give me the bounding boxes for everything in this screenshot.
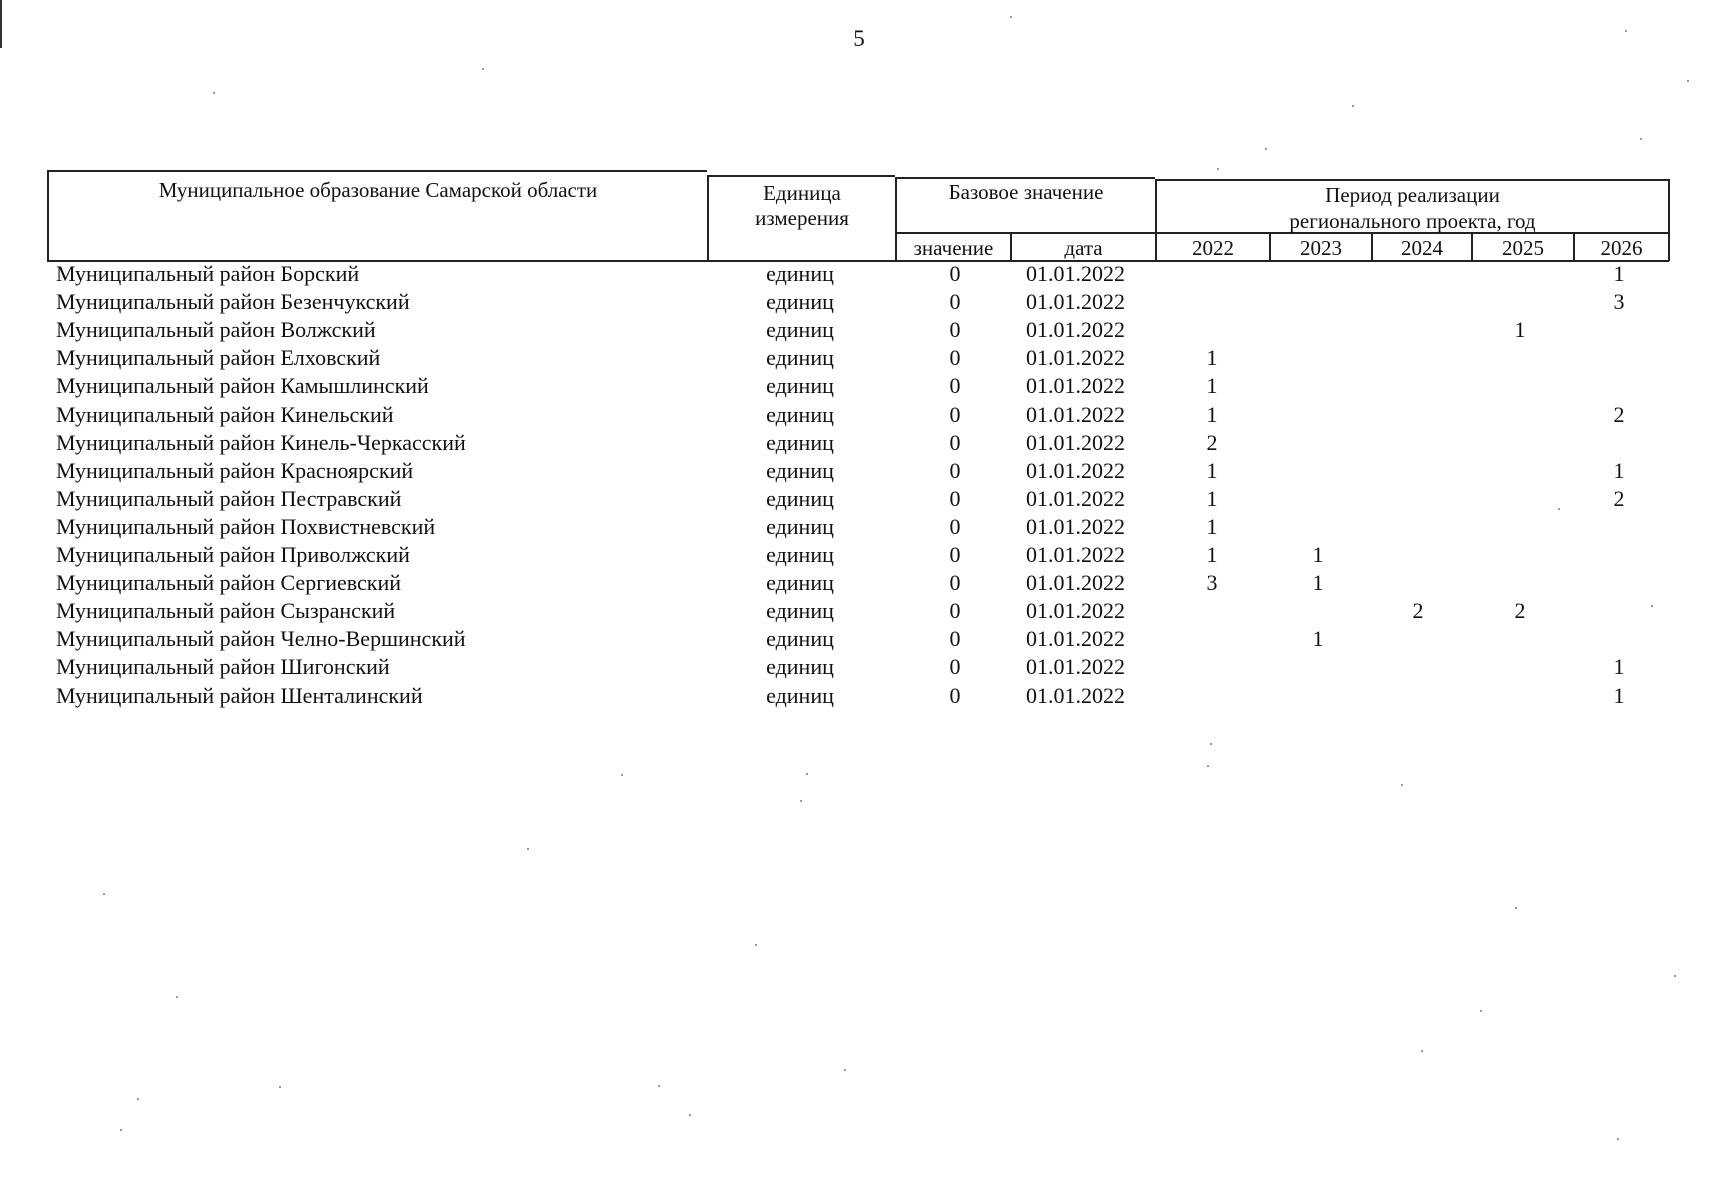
row-base-date: 01.01.2022 [1026,626,1125,652]
row-base-value: 0 [949,485,961,511]
row-municipality-name: Муниципальный район Борский [56,261,360,286]
row-municipality-name: Муниципальный район Елховский [56,345,381,371]
row-unit: единиц [766,542,834,567]
scan-speck [279,1086,281,1088]
row-base-value: 0 [949,289,961,315]
row-municipality-name: Муниципальный район Безенчукский [56,289,410,315]
row-base-date: 01.01.2022 [1026,373,1125,399]
row-base-date: 01.01.2022 [1026,682,1125,708]
row-base-value: 0 [949,429,961,455]
header-year-2026: 2026 [1600,236,1643,260]
row-municipality-name: Муниципальный район Сергиевский [56,570,402,596]
row-base-date: 01.01.2022 [1026,289,1125,315]
row-base-value: 0 [949,513,961,539]
scan-speck [213,92,215,94]
row-base-value: 0 [949,654,961,680]
row-unit: единиц [766,570,834,596]
row-year-value-2025: 1 [1514,317,1526,343]
scan-speck [1558,508,1560,510]
header-vline-right [1668,179,1670,261]
row-base-value: 0 [949,401,961,427]
row-municipality-name: Муниципальный район Похвистневский [56,513,436,539]
row-year-value-2022: 1 [1206,513,1218,539]
row-year-value-2026: 1 [1613,654,1625,680]
row-base-date: 01.01.2022 [1026,542,1125,567]
row-unit: единиц [766,682,834,708]
row-year-value-2022: 1 [1206,345,1218,371]
header-period-line1: Период реализации [1325,183,1500,207]
scan-speck [806,773,808,775]
row-base-value: 0 [949,317,961,343]
header-base-value-date: дата [1064,236,1103,260]
row-municipality-name: Муниципальный район Приволжский [56,542,410,567]
scan-speck [1352,105,1354,107]
row-base-date: 01.01.2022 [1026,598,1125,624]
header-unit-line1: Единица [763,181,841,205]
scan-speck [103,893,105,895]
row-base-value: 0 [949,261,961,286]
scan-speck [527,848,529,850]
row-year-value-2022: 1 [1206,373,1218,399]
row-unit: единиц [766,485,834,511]
row-base-value: 0 [949,457,961,483]
scan-speck [1421,1050,1423,1052]
scan-speck [844,1069,846,1071]
scan-speck [1687,80,1689,82]
row-base-date: 01.01.2022 [1026,570,1125,596]
row-unit: единиц [766,513,834,539]
scan-speck [1617,1138,1619,1140]
row-municipality-name: Муниципальный район Камышлинский [56,373,429,399]
scan-speck [1210,743,1212,745]
scan-speck [689,1114,691,1116]
row-unit: единиц [766,261,834,286]
row-base-value: 0 [949,626,961,652]
row-base-date: 01.01.2022 [1026,429,1125,455]
row-year-value-2022: 2 [1206,429,1218,455]
scan-speck [1265,148,1267,150]
scan-speck [755,944,757,946]
header-base-value-value: значение [913,236,994,260]
header-top-border-unit [707,175,895,177]
row-base-date: 01.01.2022 [1026,345,1125,371]
scan-speck [482,68,484,70]
row-unit: единиц [766,289,834,315]
row-base-date: 01.01.2022 [1026,261,1125,286]
scan-speck [137,1098,139,1100]
scan-speck [1401,784,1403,786]
row-base-date: 01.01.2022 [1026,513,1125,539]
row-unit: единиц [766,626,834,652]
scan-speck [1207,765,1209,767]
scan-speck [1217,168,1219,170]
row-base-value: 0 [949,570,961,596]
row-municipality-name: Муниципальный район Волжский [56,317,376,343]
row-base-value: 0 [949,345,961,371]
row-base-value: 0 [949,542,961,567]
row-base-value: 0 [949,598,961,624]
row-unit: единиц [766,654,834,680]
row-year-value-2024: 2 [1412,598,1424,624]
row-municipality-name: Муниципальный район Шенталинский [56,682,423,708]
scan-speck [176,996,178,998]
row-year-value-2026: 3 [1613,289,1625,315]
scan-speck [1640,138,1642,140]
row-base-value: 0 [949,682,961,708]
row-municipality-name: Муниципальный район Красноярский [56,457,414,483]
row-municipality-name: Муниципальный район Шигонский [56,654,390,680]
header-top-border-left [47,170,707,172]
row-year-value-2026: 1 [1613,261,1625,286]
row-municipality-name: Муниципальный район Сызранский [56,598,396,624]
scan-speck [658,1085,660,1087]
scan-speck [1010,16,1012,18]
scan-speck [621,774,623,776]
row-base-date: 01.01.2022 [1026,401,1125,427]
row-year-value-2026: 2 [1613,485,1625,511]
header-municipality: Муниципальное образование Самарской области [158,178,598,202]
row-unit: единиц [766,429,834,455]
header-base-value: Базовое значение [948,180,1104,204]
scan-speck [120,1129,122,1131]
row-year-value-2026: 1 [1613,682,1625,708]
row-unit: единиц [766,345,834,371]
row-base-value: 0 [949,373,961,399]
row-unit: единиц [766,401,834,427]
row-municipality-name: Муниципальный район Кинельский [56,401,394,427]
row-year-value-2023: 1 [1312,542,1324,567]
scan-speck [800,800,802,802]
row-unit: единиц [766,457,834,483]
scan-speck [1651,605,1653,607]
row-year-value-2022: 1 [1206,401,1218,427]
row-year-value-2023: 1 [1312,570,1324,596]
row-unit: единиц [766,598,834,624]
row-base-date: 01.01.2022 [1026,317,1125,343]
row-unit: единиц [766,373,834,399]
row-base-date: 01.01.2022 [1026,654,1125,680]
row-year-value-2022: 1 [1206,542,1218,567]
header-period-line2: регионального проекта, год [1289,209,1536,233]
header-year-2023: 2023 [1300,236,1342,260]
scan-speck [1625,30,1627,32]
row-year-value-2022: 1 [1206,485,1218,511]
row-base-date: 01.01.2022 [1026,457,1125,483]
row-base-date: 01.01.2022 [1026,485,1125,511]
row-year-value-2025: 2 [1514,598,1526,624]
header-top-border-period [1155,179,1669,181]
header-unit-line2: измерения [755,206,849,230]
row-year-value-2026: 2 [1613,401,1625,427]
row-year-value-2023: 1 [1312,626,1324,652]
row-year-value-2026: 1 [1613,457,1625,483]
row-unit: единиц [766,317,834,343]
page-number: 5 [853,26,865,51]
scan-speck [1515,907,1517,909]
row-municipality-name: Муниципальный район Пестравский [56,485,402,511]
row-municipality-name: Муниципальный район Челно-Вершинский [56,626,466,652]
scan-speck [1480,1010,1482,1012]
row-year-value-2022: 3 [1206,570,1218,596]
scan-speck [1674,975,1676,977]
row-year-value-2022: 1 [1206,457,1218,483]
header-year-2022: 2022 [1192,236,1234,260]
header-year-2025: 2025 [1502,236,1544,260]
header-year-2024: 2024 [1401,236,1443,260]
row-municipality-name: Муниципальный район Кинель-Черкасский [56,429,466,455]
